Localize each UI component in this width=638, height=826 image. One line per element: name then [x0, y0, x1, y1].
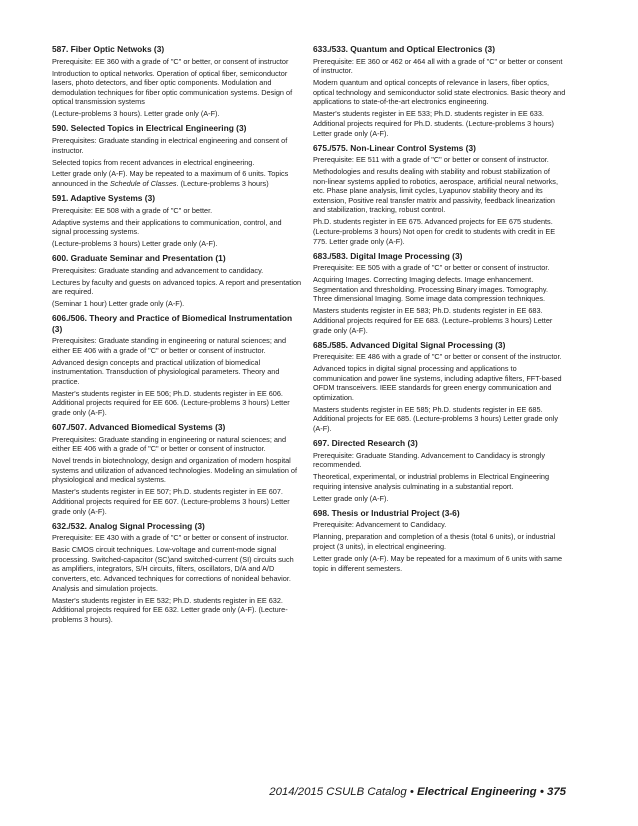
course-title: 600. Graduate Seminar and Presentation (1) — [52, 253, 226, 264]
left-column — [52, 44, 302, 629]
course-title: 587. Fiber Optic Netwoks (3) — [52, 44, 165, 54]
course-paragraph: Prerequisites: Graduate standing in engineering or natural sciences; and either EE 406 with a grade of "C" or better or consent of instructor. — [52, 336, 287, 355]
course-entry — [313, 44, 566, 138]
page-number: 375 — [546, 786, 566, 798]
footer-separator: • — [406, 786, 417, 798]
course-entry — [52, 44, 302, 119]
course-paragraph: Modern quantum and optical concepts of relevance in lasers, fiber optics, optical technology and semiconductor solid state electronics. Basic theory and applications to state-of-the-art electronics engineering. — [313, 78, 566, 107]
course-title: 632./532. Analog Signal Processing (3) — [52, 520, 205, 531]
course-title: 591. Adaptive Systems (3) — [52, 193, 156, 204]
course-paragraph: Acquiring Images. Correcting Imaging defects. Image enhancement. Segmentation and thresholding. Processing Binary images. Tomography. Three dimensional Imaging. Some image data compression techniques. — [313, 275, 548, 304]
footer-catalog: 2014/2015 CSULB Catalog — [269, 786, 407, 798]
course-entry — [52, 422, 302, 516]
course-paragraph: Adaptive systems and their applications to communication, control, and signal processing systems. — [52, 217, 282, 237]
course-paragraph: Lectures by faculty and guests on advanced topics. A report and presentation are required. — [52, 277, 302, 297]
course-entry — [313, 251, 566, 336]
course-title: 697. Directed Research (3) — [313, 438, 418, 449]
course-entry — [52, 193, 302, 249]
course-paragraph: Selected topics from recent advances in electrical engineering. — [52, 157, 255, 167]
course-entry — [313, 508, 566, 573]
course-entry — [52, 313, 302, 417]
course-paragraph: Prerequisites: Graduate standing in electrical engineering and consent of instructor. — [52, 135, 288, 155]
course-paragraph: Prerequisite: EE 360 or 462 or 464 all with a grade of "C" or better or consent of instructor. — [313, 56, 563, 76]
course-paragraph: Master's students register in EE 532; Ph.D. students register in EE 632. Additional projects required for EE 632. Letter grade only (A-F). (Lecture-problems 3 hours). — [52, 595, 288, 624]
course-entry — [313, 143, 566, 247]
footer-separator: • — [536, 786, 547, 798]
course-paragraph: Master's students register in EE 506; Ph.D. students register in EE 606. Additional projects required for EE 606. (Lecture-problems 3 hours) Letter grade only (A-F). — [52, 388, 290, 418]
course-paragraph: Prerequisite: EE 508 with a grade of "C" or better. — [52, 205, 213, 215]
course-paragraph: Prerequisites: Graduate standing in engineering or natural sciences; and either EE 406 with a grade of "C" or better or consent of instructor. — [52, 434, 287, 454]
course-title: 590. Selected Topics in Electrical Engineering (3) — [52, 123, 247, 134]
course-paragraph: Advanced topics in digital signal processing and applications to communication and power line systems, including adaptive filters, FFT-based OFDM transceivers. IEEE standards for green energy communication and optimization. — [313, 364, 562, 402]
course-title: 675./575. Non-Linear Control Systems (3) — [313, 142, 476, 153]
course-paragraph: Prerequisite: Advancement to Candidacy. — [313, 520, 447, 530]
course-paragraph: Letter grade only (A-F). — [313, 493, 389, 503]
course-paragraph: Prerequisite: EE 486 with a grade of "C" or better or consent of the instructor. — [313, 352, 562, 362]
course-paragraph: Masters students register in EE 585; Ph.D. students register in EE 685. Additional projects for EE 685. (Lecture-problems 3 hours) Letter grade only (A-F). — [313, 404, 558, 434]
course-paragraph: Prerequisite: EE 360 with a grade of "C" or better, or consent of instructor — [52, 56, 289, 66]
right-column — [313, 44, 566, 578]
course-paragraph: Letter grade only (A-F). May be repeated for a maximum of 6 units with same topic in different semesters. — [313, 553, 563, 573]
course-paragraph: Prerequisite: EE 430 with a grade of "C" or better or consent of instructor. — [52, 533, 289, 543]
page-footer — [269, 786, 566, 798]
course-paragraph: Theoretical, experimental, or industrial problems in Electrical Engineering requiring intensive analysis culminating in a substantial report. — [313, 472, 550, 491]
course-paragraph: Prerequisite: EE 505 with a grade of "C" or better or consent of instructor. — [313, 263, 550, 273]
course-title: 607./507. Advanced Biomedical Systems (3) — [52, 422, 226, 433]
course-paragraph: Ph.D. students register in EE 675. Advanced projects for EE 675 students. (Lecture-problems 3 hours) Not open for credit to students with credit in EE 775. Letter grade only (A-F). — [313, 217, 556, 246]
course-paragraph: Novel trends in biotechnology, design and organization of modern hospital systems and utilization of advanced technologies. Modeling an simulation of physiological and medical systems. — [52, 456, 297, 485]
course-paragraph: (Lecture-problems 3 hours) Letter grade only (A-F). — [52, 239, 218, 249]
course-title: 683./583. Digital Image Processing (3) — [313, 250, 463, 261]
course-entry — [52, 521, 302, 625]
course-entry — [52, 123, 302, 188]
course-paragraph: Introduction to optical networks. Operation of optical fiber, semiconductor lasers, photo detectors, and fiber optic components. Modulation and demodulation techniques for fiber optic communication systems. Design of optical transmission systems — [52, 68, 293, 107]
course-entry — [52, 253, 302, 309]
course-title: 633./533. Quantum and Optical Electronics (3) — [313, 44, 495, 54]
course-paragraph: Planning, preparation and completion of a thesis (total 6 units), or industrial project (3 units), in electrical engineering. — [313, 532, 556, 551]
course-paragraph: Prerequisites: Graduate standing and advancement to candidacy. — [52, 265, 264, 275]
schedule-reference: Schedule of Classes — [110, 179, 177, 189]
course-paragraph: (Lecture-problems 3 hours). Letter grade only (A-F). — [52, 109, 220, 119]
course-paragraph: Letter grade only (A-F). May be repeated to a maximum of 6 units. Topics announced in the Schedule of Classes. (Lecture-problems 3 hours) — [52, 169, 289, 189]
course-paragraph: Advanced design concepts and practical utilization of biomedical instrumentation. Transduction of physiological parameters. Theory and practice. — [52, 357, 280, 386]
course-paragraph: Master's students register in EE 533; Ph.D. students register in EE 633. Additional projects required for Ph.D. students. (Lecture-problems 3 hours) Letter grade only (A-F). — [313, 109, 554, 138]
course-paragraph: Master's students register in EE 507; Ph.D. students register in EE 607. Additional projects required for EE 607. (Lecture-problems 3 hours) Letter grade only (A-F). — [52, 487, 290, 516]
course-title: 698. Thesis or Industrial Project (3-6) — [313, 507, 460, 518]
course-entry — [313, 438, 566, 503]
course-paragraph: Prerequisite: EE 511 with a grade of "C" or better or consent of instructor. — [313, 155, 549, 165]
course-entry — [313, 340, 566, 434]
course-paragraph: Masters students register in EE 583; Ph.D. students register in EE 683. Additional projects required for EE 683. (Lecture–problems 3 hours) Letter grade only (A-F). — [313, 306, 553, 335]
course-paragraph: Prerequisite: Graduate Standing. Advancement to Candidacy is strongly recommended. — [313, 450, 546, 470]
course-paragraph: Methodologies and results dealing with stability and robust stabilization of non-linear systems applied to robotics, aerospace, artificial neural networks, etc. Phase plane analysis, limit cycles, Lyapunov stability theory and its extension, Positive real transfer matrix and passivity, feedback linearization and stabilization, tracking, robust control. — [313, 167, 558, 215]
course-paragraph: Basic CMOS circuit techniques. Low-voltage and current-mode signal processing. Switched-capacitor (SC)and switched-current (SI) circuits such as amplifiers, integrators, S/H circuits, filters, oscillators, D/A and A/D converters, etc. Advanced techniques for corrections of nonideal behavior. Analysis and simulation projects. — [52, 545, 294, 593]
course-paragraph: (Seminar 1 hour) Letter grade only (A-F). — [52, 299, 185, 309]
course-title: 606./506. Theory and Practice of Biomedical Instrumentation (3) — [52, 313, 293, 334]
course-title: 685./585. Advanced Digital Signal Processing (3) — [313, 339, 506, 350]
footer-department: Electrical Engineering — [417, 786, 537, 798]
